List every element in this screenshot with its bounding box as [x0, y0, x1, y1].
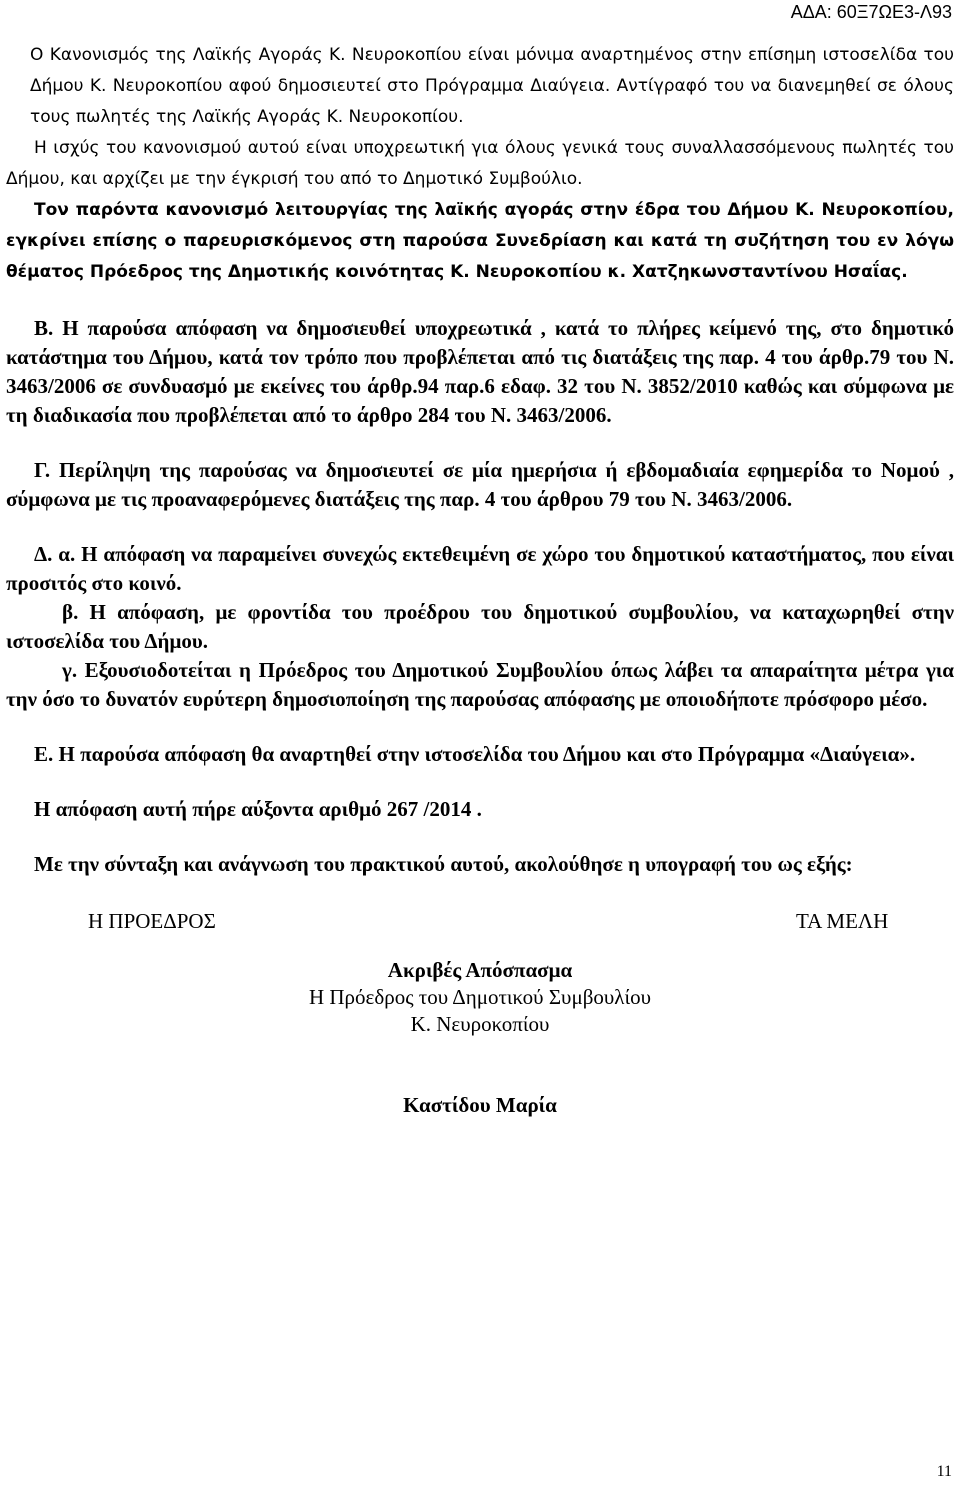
- certified-copy-line2: Η Πρόεδρος του Δημοτικού Συμβουλίου: [308, 985, 652, 1009]
- document-page: [0, 40, 960, 1119]
- paragraph-d-a: Δ. α. Η απόφαση να παραμείνει συνεχώς εκτεθειμένη σε χώρο του δημοτικού καταστήματος, που είναι προσιτός στο κοινό.: [6, 542, 954, 595]
- certified-copy-line3: Κ. Νευροκοπίου: [410, 1012, 550, 1036]
- ada-code: ΑΔΑ: 60Ξ7ΩΕ3-Λ93: [790, 2, 952, 22]
- certified-copy-line1: Ακριβές Απόσπασμα: [387, 958, 573, 982]
- paragraph-d-b: β. Η απόφαση, με φροντίδα του προέδρου του δημοτικού συμβουλίου, να καταχωρηθεί στην ιστοσελίδα του Δήμου.: [6, 600, 954, 653]
- paragraph-validity: Η ισχύς του κανονισμού αυτού είναι υποχρεωτική για όλους γενικά τους συναλλασσόμενους πωλητές του Δήμου, και αρχίζει με την έγκρισή του από το Δημοτικό Συμβούλιο.: [6, 138, 954, 189]
- spacer: [0, 769, 960, 795]
- spacer: [0, 879, 960, 909]
- members-signature-label: ΤΑ ΜΕΛΗ: [796, 909, 889, 933]
- decision-number: Η απόφαση αυτή πήρε αύξοντα αριθμό 267 /2014 .: [34, 797, 482, 821]
- signature-row: [0, 909, 960, 949]
- paragraph-approval: Τον παρόντα κανονισμό λειτουργίας της λαϊκής αγοράς στην έδρα του Δήμου Κ. Νευροκοπίου, εγκρίνει επίσης ο παρευρισκόμενος στη παρούσα Συνεδρίαση και κατά τη συζήτηση του εν λόγω θέματος Πρόεδρος της Δημοτικής κοινότητας Κ. Νευροκοπίου κ. Χατζηκωνσταντίνου Ησαΐας.: [6, 200, 954, 282]
- paragraph-regulation-posting: Ο Κανονισμός της Λαϊκής Αγοράς Κ. Νευροκοπίου είναι μόνιμα αναρτημένος στην επίσημη ιστοσελίδα του Δήμου Κ. Νευροκοπίου αφού δημοσιευτεί στο Πρόγραμμα Διαύγεια. Αντίγραφό του να διανεμηθεί σε όλους τους πωλητές της Λαϊκής Αγοράς Κ. Νευροκοπίου.: [30, 45, 954, 127]
- spacer: [0, 714, 960, 740]
- spacer: [0, 288, 960, 314]
- spacer: [0, 430, 960, 456]
- page-number: 11: [936, 1463, 952, 1480]
- spacer: [0, 824, 960, 850]
- president-signature-label: Η ΠΡΟΕΔΡΟΣ: [88, 909, 216, 933]
- spacer: [0, 1038, 960, 1092]
- spacer: [0, 949, 960, 957]
- paragraph-d-c: γ. Εξουσιοδοτείται η Πρόεδρος του Δημοτικού Συμβουλίου όπως λάβει τα απαραίτητα μέτρα για την όσο το δυνατόν ευρύτερη δημοσιοποίηση της παρούσας απόφασης με οποιοδήποτε πρόσφορο μέσο.: [6, 658, 954, 711]
- spacer: [0, 514, 960, 540]
- paragraph-b: Β. Η παρούσα απόφαση να δημοσιευθεί υποχρεωτικά , κατά το πλήρες κείμενό της, στο δημοτικό κατάστημα του Δήμου, κατά τον τρόπο που προβλέπεται από τις διατάξεις της παρ. 4 του άρθρ.79 του Ν. 3463/2006 σε συνδυασμό με εκείνες του άρθρ.94 παρ.6 εδαφ. 32 του Ν. 3852/2010 καθώς και σύμφωνα με τη διαδικασία που προβλέπεται από το άρθρο 284 του Ν. 3463/2006.: [6, 316, 954, 427]
- paragraph-g: Γ. Περίληψη της παρούσας να δημοσιευτεί σε μία ημερήσια ή εβδομαδιαία εφημερίδα το Νομού , σύμφωνα με τις προαναφερόμενες διατάξεις της παρ. 4 του άρθρου 79 του Ν. 3463/2006.: [6, 458, 954, 511]
- signing-note: Με την σύνταξη και ανάγνωση του πρακτικού αυτού, ακολούθησε η υπογραφή του ως εξής:: [34, 852, 853, 876]
- paragraph-e: Ε. Η παρούσα απόφαση θα αναρτηθεί στην ιστοσελίδα του Δήμου και στο Πρόγραμμα «Διαύγεια».: [34, 742, 916, 766]
- signatory-name: Καστίδου Μαρία: [403, 1093, 557, 1117]
